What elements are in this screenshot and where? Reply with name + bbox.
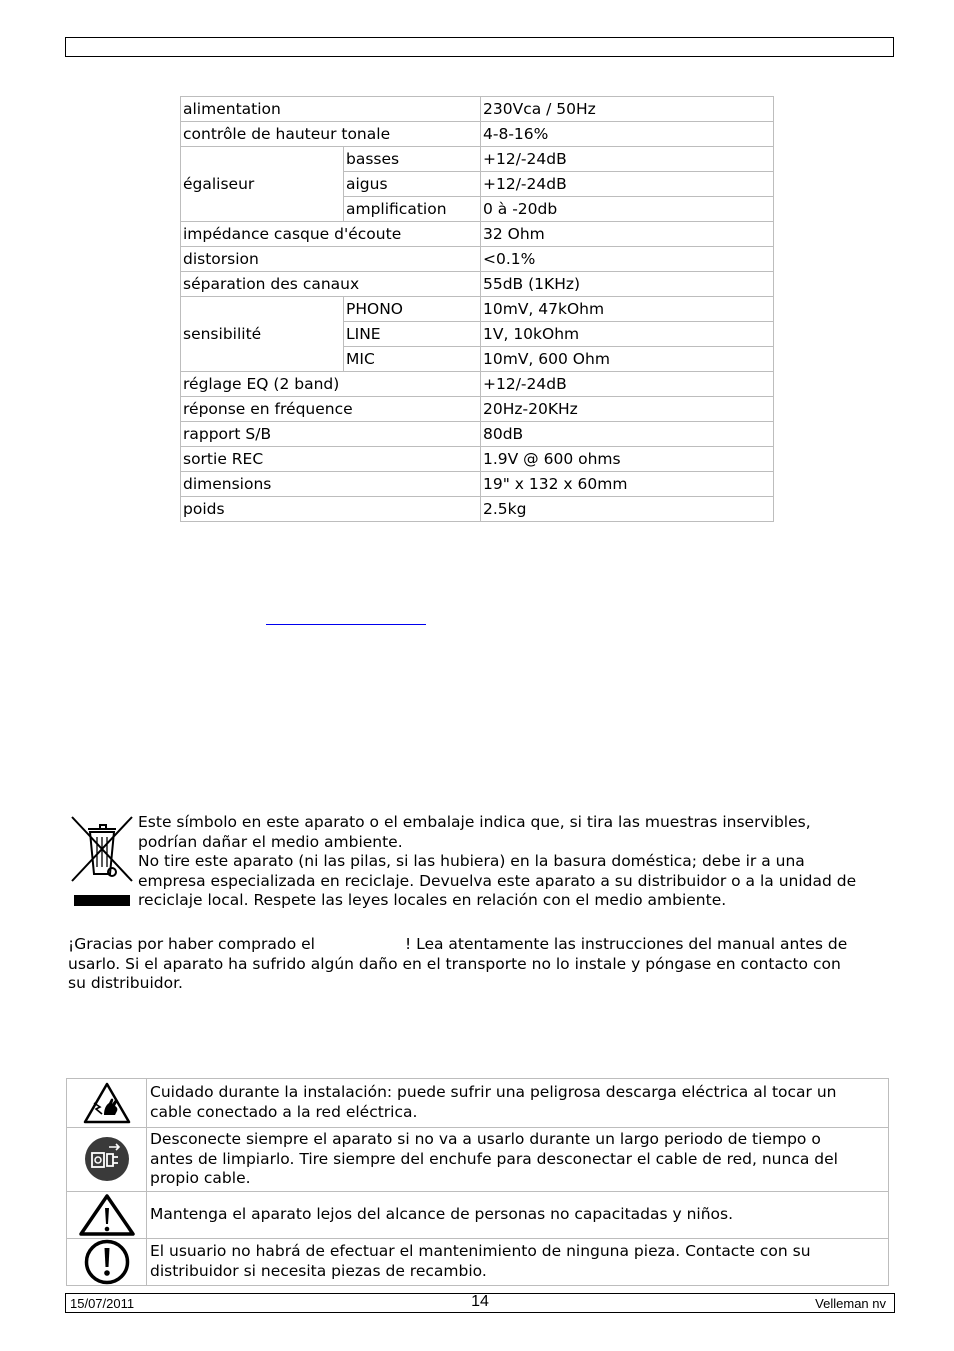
spec-sublabel: amplification [344,197,481,222]
thank-you-paragraph [68,935,888,994]
safety-icon-cell [67,1191,147,1238]
spec-label: réglage EQ (2 band) [181,372,481,397]
table-row [181,297,774,322]
spec-label: rapport S/B [181,422,481,447]
weee-disposal-text [138,813,898,911]
electric-shock-hand-icon [82,1081,132,1125]
exclamation-circle-icon [83,1239,131,1285]
unplug-icon [83,1135,131,1183]
hyperlink-underline[interactable] [266,624,426,625]
spec-value: 80dB [481,422,774,447]
spec-label: alimentation [181,97,481,122]
table-row [181,122,774,147]
spec-group-label: égaliseur [181,147,344,222]
footer-company: Velleman nv [815,1296,886,1311]
safety-text [147,1079,889,1128]
safety-text [147,1191,889,1238]
safety-line: El usuario no habrá de efectuar el mantenimiento de ninguna pieza. Contacte con su [150,1242,811,1261]
spec-value: 10mV, 47kOhm [481,297,774,322]
table-row [181,147,774,172]
safety-icon-cell [67,1238,147,1285]
spec-label: impédance casque d'écoute [181,222,481,247]
safety-text [147,1128,889,1192]
table-row [181,447,774,472]
page-header-box [65,37,894,57]
table-row [181,472,774,497]
weee-line: Este símbolo en este aparato o el embalaje indica que, si tira las muestras inservibles, [138,813,811,831]
spec-value: +12/-24dB [481,172,774,197]
spec-value: +12/-24dB [481,372,774,397]
thanks-part2: ! Lea atentamente las instrucciones del manual antes de [404,935,848,953]
spec-sublabel: aigus [344,172,481,197]
table-row [181,272,774,297]
table-row [181,372,774,397]
weee-line: empresa especializada en reciclaje. Devuelva este aparato a su distribuidor o a la unidad de [138,871,857,890]
table-row [67,1079,889,1128]
spec-sublabel: LINE [344,322,481,347]
spec-label: sortie REC [181,447,481,472]
spec-value: 1.9V @ 600 ohms [481,447,774,472]
spec-value: <0.1% [481,247,774,272]
footer-date: 15/07/2011 [70,1296,135,1311]
page-number: 14 [471,1293,489,1310]
safety-line: antes de limpiarlo. Tire siempre del enchufe para desconectar el cable de red, nunca del [150,1149,838,1168]
table-row [181,97,774,122]
safety-instructions-table [66,1078,889,1286]
table-row [181,222,774,247]
spec-value: 20Hz-20KHz [481,397,774,422]
spec-sublabel: MIC [344,347,481,372]
safety-text [147,1238,889,1285]
spec-value: 4-8-16% [481,122,774,147]
table-row [67,1238,889,1285]
spec-label: dimensions [181,472,481,497]
spec-value: 1V, 10kOhm [481,322,774,347]
spec-value: 230Vca / 50Hz [481,97,774,122]
safety-icon-cell [67,1079,147,1128]
crossed-out-bin-icon [70,815,134,907]
safety-line: propio cable. [150,1169,251,1188]
spec-value: 32 Ohm [481,222,774,247]
spec-sublabel: PHONO [344,297,481,322]
table-row [181,247,774,272]
spec-label: séparation des canaux [181,272,481,297]
weee-line: podrían dañar el medio ambiente. [138,832,403,851]
table-row [181,422,774,447]
safety-line: Mantenga el aparato lejos del alcance de personas no capacitadas y niños. [150,1204,734,1223]
safety-icon-cell [67,1128,147,1192]
spec-label: réponse en fréquence [181,397,481,422]
thanks-line: usarlo. Si el aparato ha sufrido algún daño en el transporte no lo instale y póngase en contacto con [68,954,841,973]
specifications-table [180,96,774,522]
table-row [181,397,774,422]
safety-line: distribuidor si necesita piezas de recambio. [150,1261,487,1280]
spec-value: +12/-24dB [481,147,774,172]
spec-sublabel: basses [344,147,481,172]
spec-label: poids [181,497,481,522]
table-row [181,497,774,522]
spec-value: 19" x 132 x 60mm [481,472,774,497]
safety-line: Desconecte siempre el aparato si no va a usarlo durante un largo periodo de tiempo o [150,1130,821,1148]
thanks-part1: ¡Gracias por haber comprado el [68,935,315,953]
weee-line: No tire este aparato (ni las pilas, si las hubiera) en la basura doméstica; debe ir a una [138,852,805,871]
spec-value: 55dB (1KHz) [481,272,774,297]
spec-value: 0 à -20db [481,197,774,222]
page-footer [65,1293,895,1313]
spec-value: 10mV, 600 Ohm [481,347,774,372]
thanks-line [68,935,888,955]
thanks-line: su distribuidor. [68,974,183,993]
table-row [67,1128,889,1192]
weee-line: reciclaje local. Respete las leyes locales en relación con el medio ambiente. [138,891,727,910]
spec-label: distorsion [181,247,481,272]
safety-line: cable conectado a la red eléctrica. [150,1103,418,1121]
warning-triangle-icon [78,1193,136,1237]
safety-line: Cuidado durante la instalación: puede sufrir una peligrosa descarga eléctrica al tocar un [150,1083,837,1102]
spec-group-label: sensibilité [181,297,344,372]
spec-label: contrôle de hauteur tonale [181,122,481,147]
spec-value: 2.5kg [481,497,774,522]
table-row [67,1191,889,1238]
